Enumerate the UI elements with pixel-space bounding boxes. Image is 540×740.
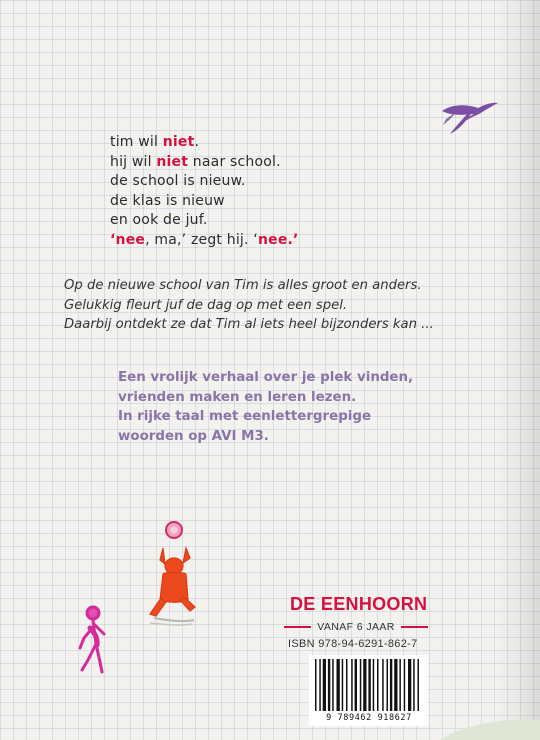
promo-line: Een vrolijk verhaal over je plek vinden, bbox=[118, 370, 414, 385]
isbn-label: ISBN 978-94-6291-862-7 bbox=[288, 638, 418, 650]
quote-mark: .’ bbox=[287, 231, 299, 248]
poem-text: . bbox=[194, 134, 200, 150]
quote-mark: ‘ bbox=[110, 231, 116, 248]
poem-highlight: niet bbox=[162, 134, 195, 150]
poem-text: hij wil bbox=[110, 153, 157, 170]
ball-icon bbox=[166, 522, 182, 538]
poem-text: , ma,’ zegt hij. ‘ bbox=[145, 231, 258, 248]
poem-highlight: niet bbox=[156, 153, 189, 170]
blurb-line: Daarbij ontdekt ze dat Tim al iets heel bijzonders kan ... bbox=[64, 317, 434, 332]
walking-child bbox=[80, 607, 104, 672]
publisher-name: DE EENHOORN bbox=[290, 594, 428, 614]
promo-line: vrienden maken en leren lezen. bbox=[118, 389, 357, 405]
age-label: VANAF 6 JAAR bbox=[317, 621, 395, 633]
jumping-child bbox=[150, 548, 195, 616]
shadow bbox=[154, 618, 194, 621]
divider bbox=[284, 626, 311, 628]
poem-line-4: de klas is nieuw bbox=[110, 192, 225, 209]
barcode-digits: 9 789462 918627 bbox=[326, 713, 412, 723]
promo-line: In rijke taal met eenlettergrepige bbox=[118, 409, 372, 424]
promo-line: woorden op AVI M3. bbox=[118, 428, 269, 444]
divider bbox=[401, 626, 428, 628]
poem-line-5: en ook de juf. bbox=[110, 212, 208, 228]
poem-text: naar school. bbox=[188, 153, 281, 170]
poem-line-3: de school is nieuw. bbox=[110, 173, 246, 189]
poem-highlight: nee bbox=[257, 231, 288, 248]
blurb-line: Op de nieuwe school van Tim is alles groot en anders. bbox=[64, 278, 422, 293]
blurb-line: Gelukkig fleurt juf de dag op met een spel. bbox=[64, 297, 348, 313]
age-row bbox=[284, 620, 428, 634]
poem-text: tim wil bbox=[110, 134, 163, 150]
barcode bbox=[309, 655, 428, 726]
barcode-icon bbox=[309, 655, 428, 715]
poem-highlight: nee bbox=[115, 231, 146, 248]
bottom-decoration bbox=[420, 710, 540, 740]
